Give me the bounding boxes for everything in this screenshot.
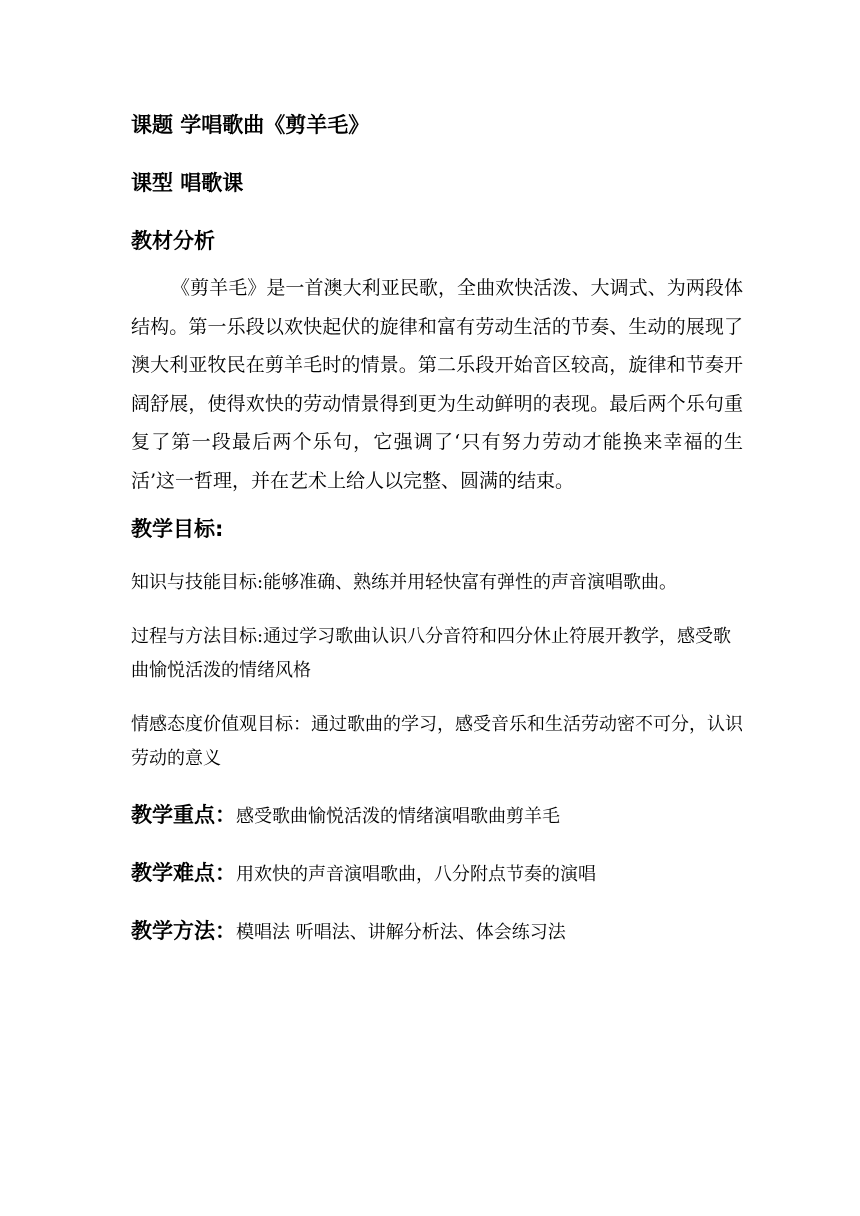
- difficulties-label: 教学难点：: [131, 861, 236, 885]
- difficulties-line: [131, 856, 743, 892]
- lesson-type: 课型 唱歌课: [131, 171, 244, 195]
- methods-label: 教学方法：: [131, 919, 236, 943]
- key-points-value: 感受歌曲愉悦活泼的情绪演唱歌曲剪羊毛: [236, 806, 560, 827]
- analysis-paragraph: 《剪羊毛》是一首澳大利亚民歌，全曲欢快活泼、大调式、为两段体结构。第一乐段以欢快起伏的旋律和富有劳动生活的节奏、生动的展现了澳大利亚牧民在剪羊毛时的情景。第二乐段开始音区较高，旋律和节奏开阔舒展，使得欢快的劳动情景得到更为生动鲜明的表现。最后两个乐句重复了第一段最后两个乐句，它强调了‘只有努力劳动才能换来幸福的生活’这一哲理，并在艺术上给人以完整、圆满的结束。: [131, 277, 743, 492]
- difficulties-value: 用欢快的声音演唱歌曲，八分附点节奏的演唱: [236, 864, 596, 885]
- key-points-line: [131, 798, 743, 834]
- document-page: [131, 110, 743, 950]
- lesson-title: 课题 学唱歌曲《剪羊毛》: [131, 113, 370, 137]
- key-points-label: 教学重点：: [131, 803, 236, 827]
- analysis-heading: 教材分析: [131, 229, 215, 253]
- goals-heading: 教学目标:: [131, 517, 224, 541]
- methods-line: [131, 914, 743, 950]
- methods-value: 模唱法 听唱法、讲解分析法、体会练习法: [236, 922, 566, 943]
- goal-process: 过程与方法目标:通过学习歌曲认识八分音符和四分休止符展开教学，感受歌曲愉悦活泼的情绪风格: [131, 626, 732, 681]
- goal-emotion: 情感态度价值观目标：通过歌曲的学习，感受音乐和生活劳动密不可分，认识劳动的意义: [131, 714, 743, 769]
- goal-knowledge: 知识与技能目标:能够准确、熟练并用轻快富有弹性的声音演唱歌曲。: [131, 572, 678, 593]
